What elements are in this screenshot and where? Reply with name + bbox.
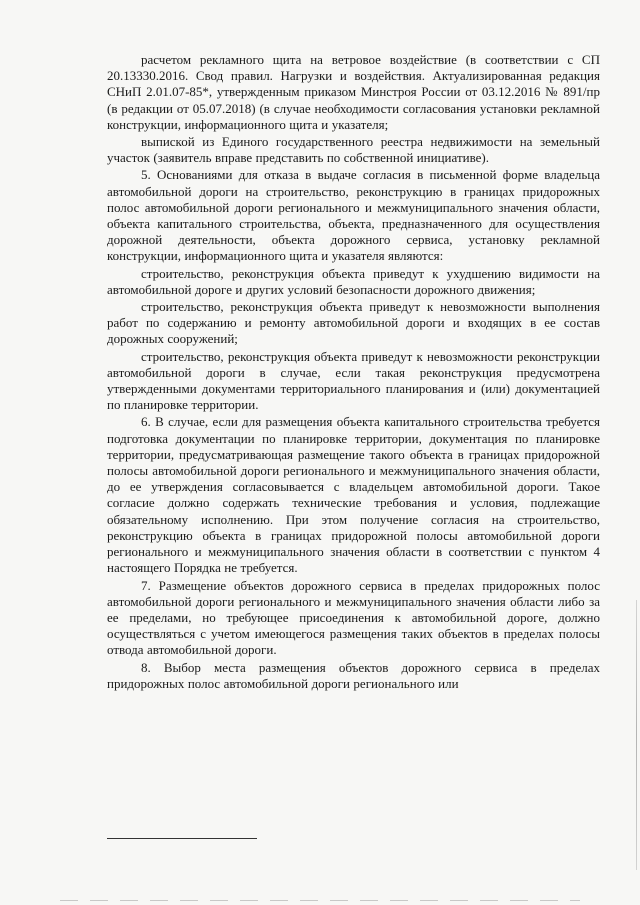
scan-edge-bottom	[60, 900, 580, 901]
paragraph-visibility: строительство, реконструкция объекта приведут к ухудшению видимости на автомобильной дороге и других условий безопасности дорожного движения;	[107, 265, 600, 297]
paragraph-planning-docs: 6. В случае, если для размещения объекта капитального строительства требуется подготовка документации по планировке территории, документация по планировке территории, предусматривающая размещение такого объекта в границах придорожной полосы автомобильной дороги регионального и межмуниципального значения области, до ее утверждения согласовывается с владельцем автомобильной дороги. Такое согласие должно содержать технические требования и условия, подлежащие обязательному исполнению. При этом получение согласия на строительство, реконструкцию объекта в границах придорожной полосы автомобильной дороги регионального и межмуниципального значения области в соответствии с пунктом 4 настоящего Порядка не требуется.	[107, 414, 600, 576]
footnote-divider	[107, 838, 257, 839]
paragraph-reconstruction: строительство, реконструкция объекта приведут к невозможности реконструкции автомобильной дороги в случае, если такая реконструкция предусмотрена утвержденными документами территориального планирования и (или) документацией по планировке территории.	[107, 348, 600, 413]
paragraph-road-service: 7. Размещение объектов дорожного сервиса в пределах придорожных полос автомобильной дороги регионального и межмуниципального значения области либо за ее пределами, но требующее присоединения к автомобильной дороге, должно осуществляться с учетом имеющегося размещения таких объектов в пределах полосы отвода автомобильной дороги.	[107, 577, 600, 658]
paragraph-site-selection: 8. Выбор места размещения объектов дорожного сервиса в пределах придорожных полос автомобильной дороги регионального или	[107, 659, 600, 691]
scan-edge-right	[636, 600, 637, 870]
paragraph-refusal-grounds: 5. Основаниями для отказа в выдаче согласия в письменной форме владельца автомобильной дороги на строительство, реконструкцию в границах придорожных полос автомобильной дороги регионального и межмуниципального значения области, объекта капитального строительства, объекта, предназначенного для осуществления дорожной деятельности, объекта дорожного сервиса, установку рекламной конструкции, информационного щита и указателя являются:	[107, 167, 600, 264]
paragraph-wind-calculation: расчетом рекламного щита на ветровое воздействие (в соответствии с СП 20.13330.2016. Свод правил. Нагрузки и воздействия. Актуализированная редакция СНиП 2.01.07-85*, утвержденным приказом Минстроя России от 03.12.2016 № 891/пр (в редакции от 05.07.2018) (в случае необходимости согласования установки рекламной конструкции, информационного щита и указателя;	[107, 52, 600, 132]
paragraph-maintenance: строительство, реконструкция объекта приведут к невозможности выполнения работ по содержанию и ремонту автомобильной дороги и входящих в ее состав дорожных сооружений;	[107, 299, 600, 347]
paragraph-egrn-extract: выпиской из Единого государственного реестра недвижимости на земельный участок (заявитель вправе представить по собственной инициативе).	[107, 134, 600, 166]
